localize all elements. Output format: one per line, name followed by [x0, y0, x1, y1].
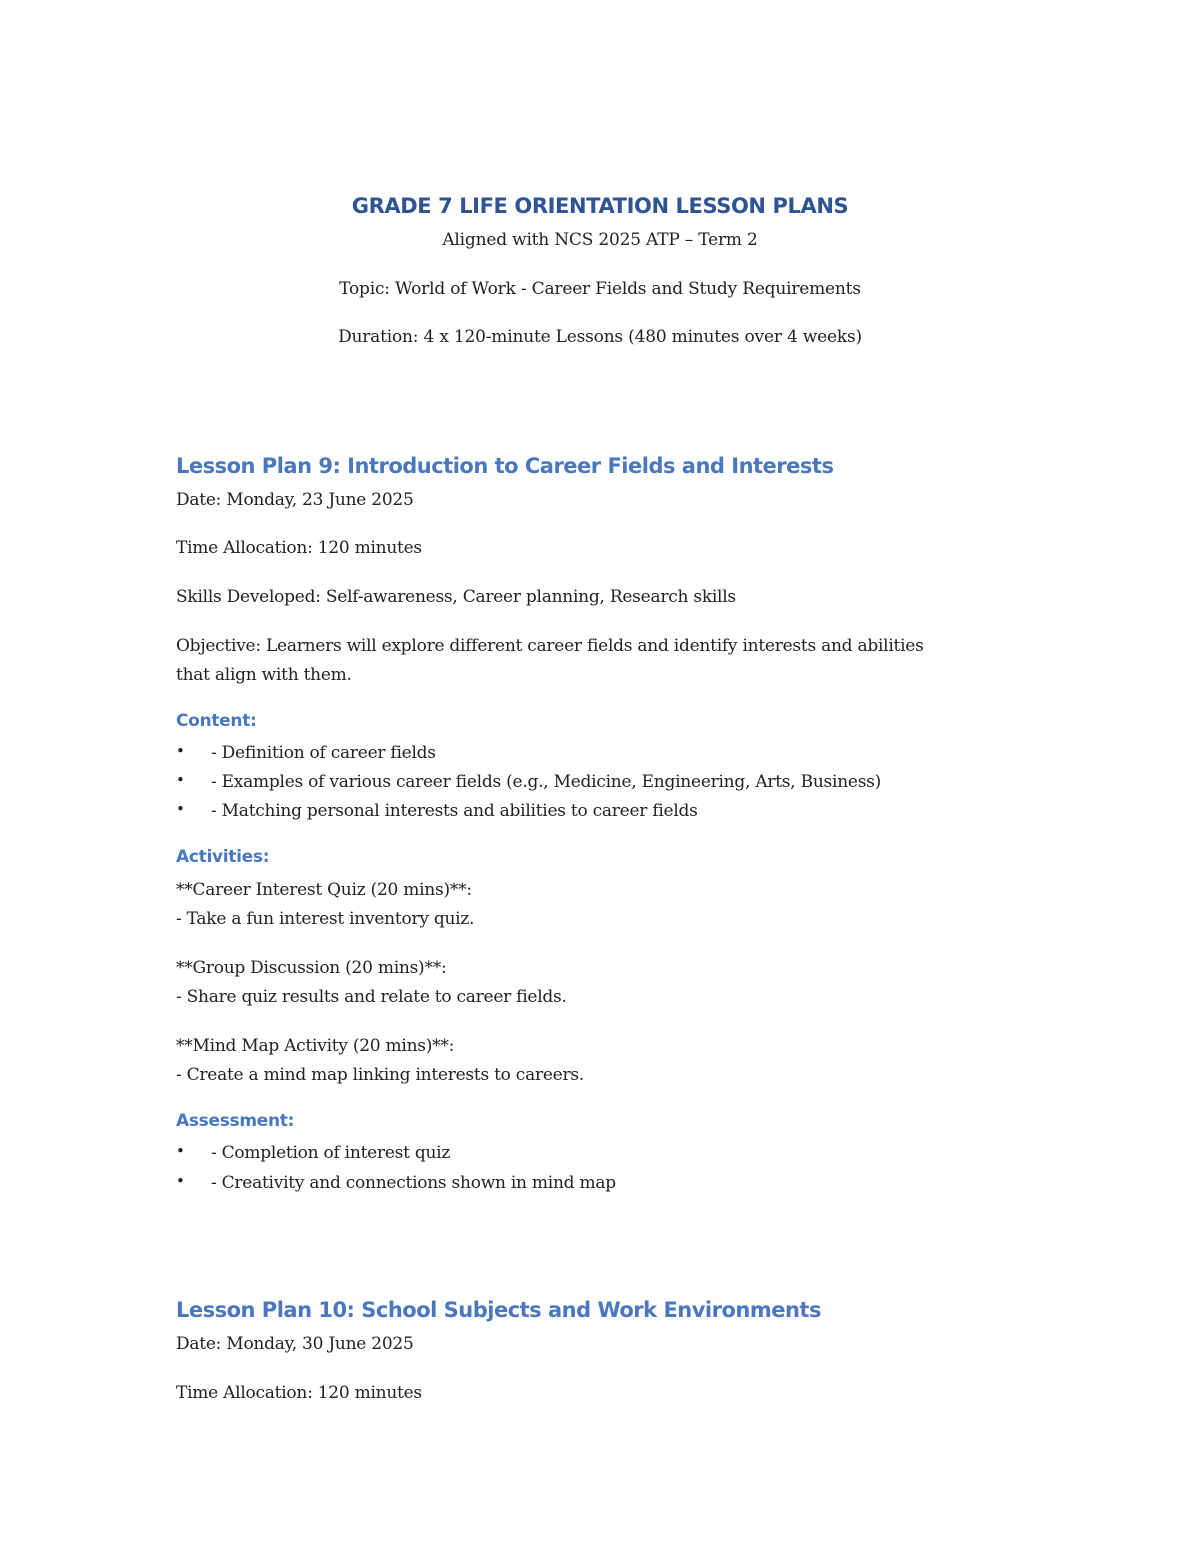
bullet-icon: •	[176, 800, 185, 818]
lesson-10-time: Time Allocation: 120 minutes	[176, 1383, 422, 1403]
lesson-10-heading: Lesson Plan 10: School Subjects and Work Environments	[176, 1298, 821, 1322]
bullet-icon: •	[176, 1172, 185, 1190]
list-item: - Examples of various career fields (e.g., Medicine, Engineering, Arts, Business)	[211, 772, 882, 792]
lesson-9-objective-line1: Objective: Learners will explore different career fields and identify interests and abilities	[176, 636, 924, 656]
activity-title: **Group Discussion (20 mins)**:	[176, 958, 447, 978]
lesson-9-date: Date: Monday, 23 June 2025	[176, 490, 414, 510]
activity-detail: - Create a mind map linking interests to careers.	[176, 1065, 584, 1085]
activity-detail: - Share quiz results and relate to career fields.	[176, 987, 567, 1007]
activity-title: **Mind Map Activity (20 mins)**:	[176, 1036, 455, 1056]
lesson-9-objective-line2: that align with them.	[176, 665, 352, 685]
assessment-heading: Assessment:	[176, 1111, 295, 1131]
document-title: GRADE 7 LIFE ORIENTATION LESSON PLANS	[351, 194, 849, 218]
list-item: - Definition of career fields	[211, 743, 436, 763]
bullet-icon: •	[176, 1142, 185, 1160]
topic-line: Topic: World of Work - Career Fields and Study Requirements	[339, 279, 861, 299]
list-item: - Completion of interest quiz	[211, 1143, 451, 1163]
list-item: - Creativity and connections shown in mind map	[211, 1173, 616, 1193]
lesson-9-skills: Skills Developed: Self-awareness, Career planning, Research skills	[176, 587, 736, 607]
list-item: - Matching personal interests and abilities to career fields	[211, 801, 698, 821]
lesson-10-date: Date: Monday, 30 June 2025	[176, 1334, 414, 1354]
activities-heading: Activities:	[176, 847, 270, 867]
duration-line: Duration: 4 x 120-minute Lessons (480 minutes over 4 weeks)	[338, 327, 862, 347]
activity-title: **Career Interest Quiz (20 mins)**:	[176, 880, 472, 900]
activity-detail: - Take a fun interest inventory quiz.	[176, 909, 475, 929]
lesson-9-heading: Lesson Plan 9: Introduction to Career Fields and Interests	[176, 454, 834, 478]
aligned-line: Aligned with NCS 2025 ATP – Term 2	[442, 230, 758, 250]
bullet-icon: •	[176, 771, 185, 789]
lesson-9-time: Time Allocation: 120 minutes	[176, 538, 422, 558]
bullet-icon: •	[176, 742, 185, 760]
content-heading: Content:	[176, 711, 257, 731]
